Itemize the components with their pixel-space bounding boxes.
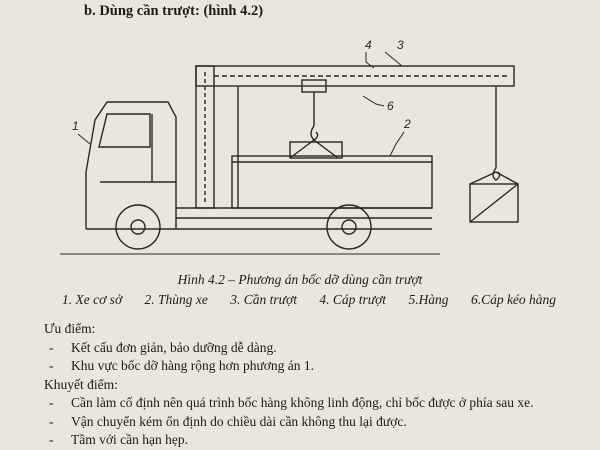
- list-item: - Khu vực bốc dỡ hàng rộng hơn phương án 1.: [49, 358, 315, 373]
- legend-item: 6.Cáp kéo hàng: [470, 292, 557, 307]
- list-item: - Tầm với cần hạn hẹp.: [49, 432, 188, 447]
- list-item: - Vận chuyển kém ổn định do chiều dài cần không thu lại được.: [49, 413, 407, 429]
- callout-1: 1: [72, 119, 79, 133]
- legend-item: 5.Hàng: [408, 292, 449, 307]
- front-wheel: [116, 205, 160, 249]
- figure-legend: [62, 292, 575, 308]
- callout-3: 3: [397, 38, 404, 52]
- legend-item: 3. Cần trượt: [230, 292, 297, 307]
- legend-item: 1. Xe cơ sở: [62, 292, 123, 307]
- legend-item: 2. Thùng xe: [144, 292, 208, 307]
- callout-2: 2: [404, 117, 411, 131]
- rear-wheel: [327, 205, 371, 249]
- cab-window: [99, 114, 150, 147]
- section-heading: b. Dùng cần trượt: (hình 4.2): [84, 3, 264, 19]
- truck-crane-diagram: [0, 22, 600, 272]
- legend-item: 4. Cáp trượt: [319, 292, 387, 307]
- document-body: [44, 320, 534, 450]
- callout-6: 6: [387, 99, 394, 113]
- callout-4: 4: [365, 38, 372, 52]
- figure-caption: Hình 4.2 – Phương án bốc dỡ dùng cần trượt: [177, 272, 423, 287]
- list-item: - Cần làm cố định nên quá trình bốc hàng không linh động, chỉ bốc được ở phía sau xe.: [49, 395, 534, 410]
- disadvantages-title: Khuyết điểm:: [44, 376, 118, 392]
- truck-bed: [232, 156, 432, 208]
- cab-outline: [86, 102, 176, 229]
- list-item: - Kết cấu đơn giản, bảo dưỡng dễ dàng.: [49, 339, 277, 355]
- advantages-title: Ưu điểm:: [44, 321, 96, 336]
